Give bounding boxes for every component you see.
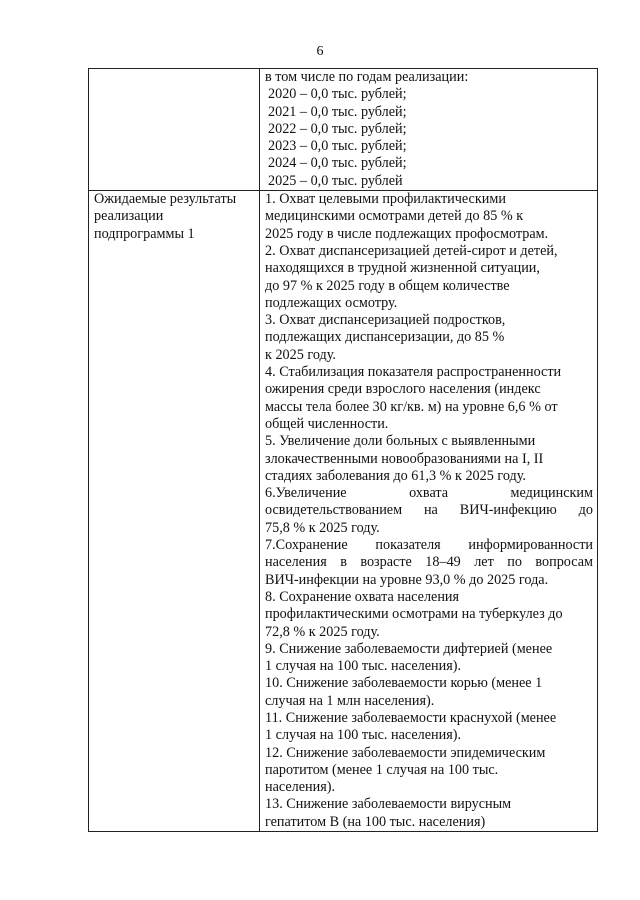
result-line: профилактическими осмотрами на туберкулез до — [265, 606, 563, 623]
result-line: 6.Увеличение охвата медицинским — [265, 485, 593, 502]
results-label-cell — [89, 191, 260, 832]
result-line: 3. Охват диспансеризацией подростков, — [265, 312, 506, 329]
results-label-line: подпрограммы 1 — [94, 225, 195, 242]
results-label-line: Ожидаемые результаты — [94, 191, 237, 208]
result-line: 11. Снижение заболеваемости краснухой (менее — [265, 709, 557, 726]
results-row — [89, 191, 598, 832]
results-list-cell — [260, 191, 598, 832]
result-line: населения в возрасте 18–49 лет по вопросам — [265, 554, 593, 571]
result-line: 10. Снижение заболеваемости корью (менее 1 — [265, 675, 543, 692]
result-line: стадиях заболевания до 61,3 % к 2025 году. — [265, 467, 526, 484]
funding-year-line: 2023 – 0,0 тыс. рублей; — [268, 138, 407, 155]
result-line: подлежащих диспансеризации, до 85 % — [265, 329, 505, 346]
result-line: случая на 1 млн населения). — [265, 692, 435, 709]
funding-label-cell — [89, 69, 260, 191]
result-line: 13. Снижение заболеваемости вирусным — [265, 796, 512, 813]
result-line: 1 случая на 100 тыс. населения). — [265, 727, 462, 744]
result-line: находящихся в трудной жизненной ситуации, — [265, 260, 540, 277]
result-item-10 — [265, 675, 593, 710]
result-line: паротитом (менее 1 случая на 100 тыс. — [265, 761, 499, 778]
funding-year-line: 2022 – 0,0 тыс. рублей; — [268, 120, 407, 137]
funding-row — [89, 69, 598, 191]
funding-year-line: 2020 – 0,0 тыс. рублей; — [268, 86, 407, 103]
result-line: ожирения среди взрослого населения (индекс — [265, 381, 541, 398]
result-item-4 — [265, 364, 593, 433]
result-line: к 2025 году. — [265, 346, 336, 363]
result-line: медицинскими осмотрами детей до 85 % к — [265, 208, 524, 225]
result-line: подлежащих осмотру. — [265, 294, 398, 311]
result-item-11 — [265, 710, 593, 745]
result-item-13 — [265, 796, 593, 831]
result-line: населения). — [265, 779, 336, 796]
funding-year-line: 2021 – 0,0 тыс. рублей; — [268, 103, 407, 120]
result-line: ВИЧ-инфекции на уровне 93,0 % до 2025 года. — [265, 571, 549, 588]
result-item-8 — [265, 589, 593, 641]
result-line: до 97 % к 2025 году в общем количестве — [265, 277, 510, 294]
result-line: 7.Сохранение показателя информированности — [265, 537, 593, 554]
result-line: 75,8 % к 2025 году. — [265, 519, 380, 536]
result-line: 72,8 % к 2025 году. — [265, 623, 380, 640]
result-line: освидетельствованием на ВИЧ-инфекцию до — [265, 502, 593, 519]
result-item-6 — [265, 485, 593, 537]
result-line: 2. Охват диспансеризацией детей-сирот и детей, — [265, 242, 558, 259]
result-line: 8. Сохранение охвата населения — [265, 588, 460, 605]
result-line: массы тела более 30 кг/кв. м) на уровне 6,6 % от — [265, 398, 558, 415]
result-item-1 — [265, 191, 593, 243]
funding-year-line: 2025 – 0,0 тыс. рублей — [268, 172, 403, 189]
funding-cell — [260, 69, 598, 191]
page-number: 6 — [316, 44, 324, 59]
results-label-line: реализации — [94, 208, 164, 225]
result-line: 5. Увеличение доли больных с выявленными — [265, 433, 536, 450]
result-line: 4. Стабилизация показателя распространенности — [265, 364, 562, 381]
result-item-7 — [265, 537, 593, 589]
result-item-3 — [265, 312, 593, 364]
result-item-9 — [265, 641, 593, 676]
result-line: гепатитом В (на 100 тыс. населения) — [265, 813, 486, 830]
result-line: 12. Снижение заболеваемости эпидемическим — [265, 744, 546, 761]
result-item-2 — [265, 243, 593, 312]
funding-intro: в том числе по годам реализации: — [265, 69, 469, 85]
funding-year-line: 2024 – 0,0 тыс. рублей; — [268, 155, 407, 172]
program-table — [88, 68, 598, 832]
result-line: общей численности. — [265, 415, 389, 432]
result-item-5 — [265, 433, 593, 485]
result-item-12 — [265, 745, 593, 797]
result-line: 1. Охват целевыми профилактическими — [265, 191, 506, 208]
result-line: злокачественными новообразованиями на I, II — [265, 450, 544, 467]
result-line: 1 случая на 100 тыс. населения). — [265, 658, 462, 675]
result-line: 2025 году в числе подлежащих профосмотрам. — [265, 225, 549, 242]
result-line: 9. Снижение заболеваемости дифтерией (менее — [265, 640, 553, 657]
